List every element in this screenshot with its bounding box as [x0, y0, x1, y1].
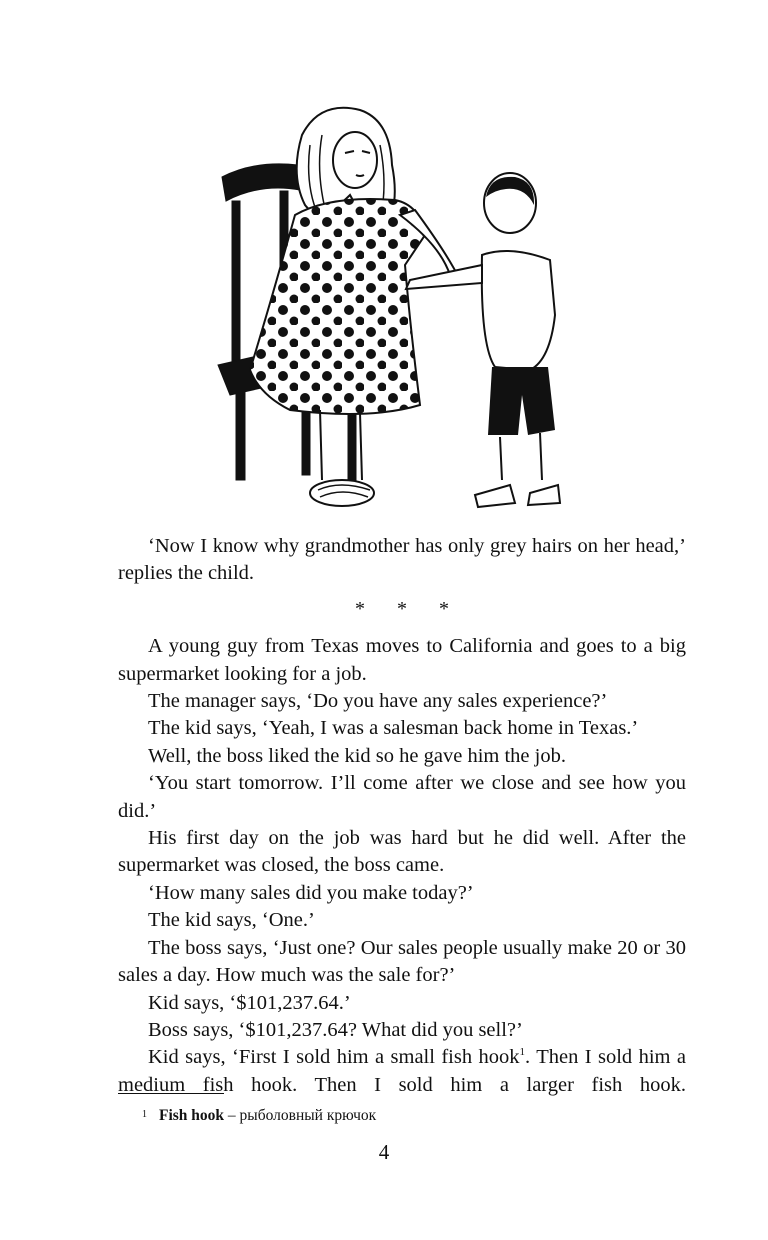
- footnote: [142, 1106, 376, 1126]
- page-text: [118, 533, 686, 1099]
- paragraph: The boss says, ‘Just one? Our sales people usually make 20 or 30 sales a day. How much was the sale for?’: [118, 936, 686, 987]
- mother-and-child-illustration: [210, 105, 570, 530]
- slippers: [310, 480, 374, 506]
- footnote-term: Fish hook: [159, 1107, 225, 1124]
- section-separator: * * *: [355, 597, 449, 620]
- paragraph: ‘How many sales did you make today?’: [148, 881, 474, 904]
- page-number: 4: [378, 1140, 390, 1164]
- paragraph: Well, the boss liked the kid so he gave him the job.: [148, 744, 566, 767]
- paragraph: The kid says, ‘Yeah, I was a salesman back home in Texas.’: [148, 717, 639, 740]
- paragraph: A young guy from Texas moves to California and goes to a big supermarket looking for a job.: [118, 635, 686, 685]
- paragraph: Boss says, ‘$101,237.64? What did you sell?’: [148, 1018, 523, 1041]
- polka-dot-dress: [250, 199, 425, 414]
- footnote-definition: – рыболовный крючок: [224, 1107, 377, 1124]
- paragraph: Kid says, ‘First I sold him a small fish hook$^1$. Then I sold him a medium fish hook. Then I sold him a larger fish hook.: [118, 1046, 686, 1096]
- footnote-divider: [118, 1093, 224, 1094]
- child-drawing: [406, 173, 560, 507]
- paragraph: The kid says, ‘One.’: [148, 909, 315, 932]
- footnote-number: 1: [142, 1109, 147, 1120]
- footnote-reference: 1: [519, 1046, 526, 1059]
- paragraph: The manager says, ‘Do you have any sales experience?’: [148, 690, 608, 713]
- paragraph: Kid says, ‘$101,237.64.’: [148, 991, 351, 1014]
- paragraph: ‘You start tomorrow. I’ll come after we close and see how you did.’: [118, 772, 686, 822]
- paragraph: His first day on the job was hard but he did well. After the supermarket was closed, the boss came.: [118, 827, 686, 877]
- paragraph: ‘Now I know why grandmother has only grey hairs on her head,’ replies the child.: [118, 535, 686, 585]
